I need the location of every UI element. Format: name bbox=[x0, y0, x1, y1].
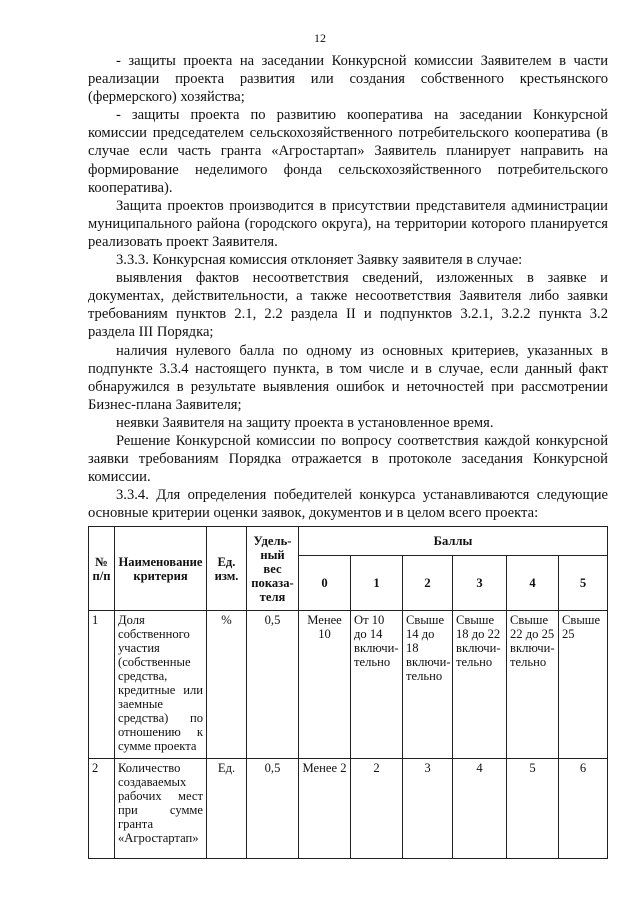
paragraph-defense-presence: Защита проектов производится в присутствии представителя администрации муниципального района (городского округа), на территории которого планируется реализовать проект Заявителя. bbox=[88, 197, 608, 250]
header-score-2: 2 bbox=[403, 556, 453, 611]
paragraph-3-3-3: 3.3.3. Конкурсная комиссия отклоняет Заявку заявителя в случае: bbox=[116, 252, 523, 269]
paragraph-rejection-zero-score: наличия нулевого балла по одному из основных критериев, указанных в подпункте 3.3.4 настоящего пункта, в том числе и в случае, если данный факт обнаружился в результате выявления ошибок и неточностей при рассмотрении Бизнес-плана Заявителя; bbox=[88, 342, 608, 413]
page-number: 12 bbox=[314, 31, 326, 45]
row-weight: 0,5 bbox=[247, 611, 299, 759]
row-criterion: Доля собственного участия (собственные средства, кредитные или заемные средства) по отношению к сумме проекта bbox=[115, 611, 207, 759]
paragraph-defense-coop: - защиты проекта по развитию кооператива на заседании Конкурсной комиссии председателем сельскохозяйственного потребительского кооператива (в случае если часть гранта «Агростартап» Заявитель планирует направить на формирование неделимого фонда сельскохозяйственного потребительского кооператива). bbox=[88, 107, 608, 196]
header-weight: Удель-ный вес показа-теля bbox=[247, 527, 299, 611]
table-row bbox=[89, 759, 608, 859]
row-score-5: Свыше 25 bbox=[559, 611, 608, 759]
row-score-2: Свыше 14 до 18 включи-тельно bbox=[403, 611, 453, 759]
row-score-1: От 10 до 14 включи-тельно bbox=[351, 611, 403, 759]
row-criterion: Количество создаваемых рабочих мест при сумме гранта «Агростартап» bbox=[115, 759, 207, 859]
header-criterion: Наименование критерия bbox=[115, 527, 207, 611]
row-score-5: 6 bbox=[559, 759, 608, 859]
header-score-5: 5 bbox=[559, 556, 608, 611]
paragraph-defense-farm: - защиты проекта на заседании Конкурсной комиссии Заявителем в части реализации проекта развития или создания собственного крестьянского (фермерского) хозяйства; bbox=[88, 53, 608, 106]
header-score-4: 4 bbox=[507, 556, 559, 611]
row-score-1: 2 bbox=[351, 759, 403, 859]
row-score-4: 5 bbox=[507, 759, 559, 859]
row-unit: % bbox=[207, 611, 247, 759]
row-num: 1 bbox=[89, 611, 115, 759]
header-score-1: 1 bbox=[351, 556, 403, 611]
paragraph-rejection-no-show: неявки Заявителя на защиту проекта в установленное время. bbox=[116, 414, 494, 431]
document-body bbox=[88, 52, 608, 522]
row-score-3: Свыше 18 до 22 включи-тельно bbox=[453, 611, 507, 759]
row-score-3: 4 bbox=[453, 759, 507, 859]
header-score-3: 3 bbox=[453, 556, 507, 611]
row-score-0: Менее 2 bbox=[299, 759, 351, 859]
row-score-0: Менее 10 bbox=[299, 611, 351, 759]
header-scores: Баллы bbox=[299, 527, 608, 556]
paragraph-rejection-facts: выявления фактов несоответствия сведений, изложенных в заявке и документах, действительности, а также несоответствия Заявителя либо заявки требованиям пунктов 2.1, 2.2 раздела II и подпунктов 3.2.1, 3.2.2 пункта 3.2 раздела III Порядка; bbox=[88, 270, 608, 341]
row-unit: Ед. bbox=[207, 759, 247, 859]
row-weight: 0,5 bbox=[247, 759, 299, 859]
paragraph-decision: Решение Конкурсной комиссии по вопросу соответствия каждой конкурсной заявки требованиям Порядка отражается в протоколе заседания Конкурсной комиссии. bbox=[88, 432, 608, 486]
row-num: 2 bbox=[89, 759, 115, 859]
header-score-0: 0 bbox=[299, 556, 351, 611]
header-num: № п/п bbox=[89, 527, 115, 611]
row-score-2: 3 bbox=[403, 759, 453, 859]
criteria-table bbox=[88, 526, 608, 859]
row-score-4: Свыше 22 до 25 включи-тельно bbox=[507, 611, 559, 759]
paragraph-3-3-4: 3.3.4. Для определения победителей конкурса устанавливаются следующие основные критерии оценки заявок, документов и в целом всего проекта: bbox=[88, 487, 608, 522]
header-unit: Ед. изм. bbox=[207, 527, 247, 611]
table-row bbox=[89, 611, 608, 759]
